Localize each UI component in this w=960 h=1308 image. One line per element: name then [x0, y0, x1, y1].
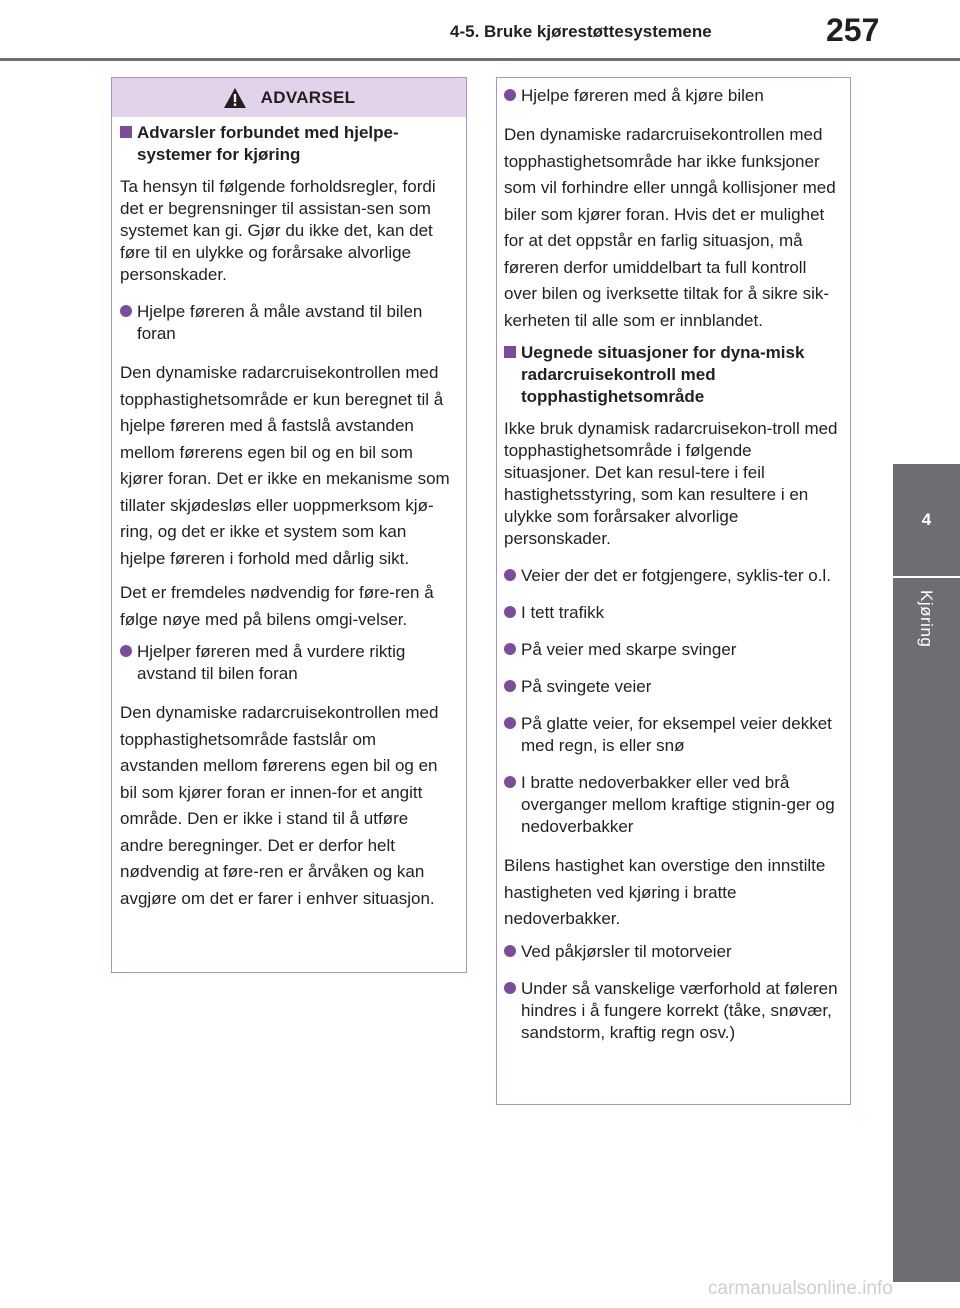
chapter-number: 4 [921, 510, 932, 529]
page-number: 257 [826, 12, 880, 48]
warning-paragraph: Den dynamiske radarcruisekontrollen med topphastighetsområde har ikke funksjoner som vil forhindre eller unngå kollisjoner med biler som kjører foran. Hvis det er mulighet for at det oppstår en farlig situasjon, må føreren derfor umiddelbart ta full kontroll over bilen og iverksette tiltak for å sikre sik-kerheten til alle som er innblandet. [504, 125, 836, 330]
warning-heading: Uegnede situasjoner for dyna-misk radarcruisekontroll med topphastighetsområde [504, 342, 840, 408]
list-item: I bratte nedoverbakker eller ved brå overganger mellom kraftige stignin-ger og nedoverbakker [504, 772, 840, 838]
watermark: carmanualsonline.info [708, 1278, 893, 1299]
list-item: På veier med skarpe svinger [504, 639, 840, 661]
section-title: 4-5. Bruke kjørestøttesystemene [450, 22, 712, 41]
chapter-tab [893, 464, 960, 576]
warning-intro: Ta hensyn til følgende forholdsregler, fordi det er begrensninger til assistan-sen som systemet kan gi. Gjør du ikke det, kan det føre til en ulykke og forårsake alvorlige personskader. [120, 177, 436, 284]
warning-title: ADVARSEL [260, 87, 356, 107]
warning-box-continued [496, 77, 851, 1105]
warning-paragraph: Det er fremdeles nødvendig for føre-ren å følge nøye med på bilens omgi-velser. [120, 583, 434, 629]
warning-bullet: Hjelper føreren med å vurdere riktig avstand til bilen foran [120, 641, 456, 685]
list-item: På glatte veier, for eksempel veier dekket med regn, is eller snø [504, 713, 840, 757]
list-item: Veier der det er fotgjengere, syklis-ter o.l. [504, 565, 840, 587]
warning-triangle-icon [223, 87, 247, 109]
warning-box [111, 77, 467, 973]
header-rule [0, 58, 960, 61]
warning-intro: Ikke bruk dynamisk radarcruisekon-troll med topphastighetsområde i følgende situasjoner. Det kan resul-tere i feil hastighetsstyring, som kan resultere i en ulykke som forårsaker alvorlige personskader. [504, 419, 838, 548]
chapter-tab-strip [893, 578, 960, 1282]
list-item: Under så vanskelige værforhold at føleren hindres i å fungere korrekt (tåke, snøvær, sandstorm, kraftig regn osv.) [504, 978, 840, 1044]
list-item: På svingete veier [504, 676, 840, 698]
list-item: Ved påkjørsler til motorveier [504, 941, 840, 963]
list-item: I tett trafikk [504, 602, 840, 624]
chapter-label: Kjøring [917, 590, 936, 648]
warning-paragraph: Den dynamiske radarcruisekontrollen med topphastighetsområde fastslår om avstanden mellom førerens egen bil og en bil som kjører foran er innen-for et angitt område. Den er ikke i stand til å utføre andre beregninger. Det er derfor helt nødvendig at føre-ren er årvåken og kan avgjøre om det er farer i enhver situasjon. [120, 703, 439, 908]
warning-paragraph: Den dynamiske radarcruisekontrollen med topphastighetsområde er kun beregnet til å hjelpe føreren med å fastslå avstanden mellom førerens egen bil og en bil som kjører foran. Det er ikke en mekanisme som tillater skjødesløs eller uoppmerksom kjø-ring, og det er ikke et system som kan hjelpe føreren i forhold med dårlig sikt. [120, 363, 450, 568]
warning-bullet: Hjelpe føreren med å kjøre bilen [504, 85, 840, 107]
warning-heading: Advarsler forbundet med hjelpe-systemer for kjøring [120, 122, 456, 166]
warning-bullet: Hjelpe føreren å måle avstand til bilen foran [120, 301, 456, 345]
warning-paragraph: Bilens hastighet kan overstige den innstilte hastigheten ved kjøring i bratte nedoverbakker. [504, 856, 826, 928]
warning-header [112, 78, 466, 117]
